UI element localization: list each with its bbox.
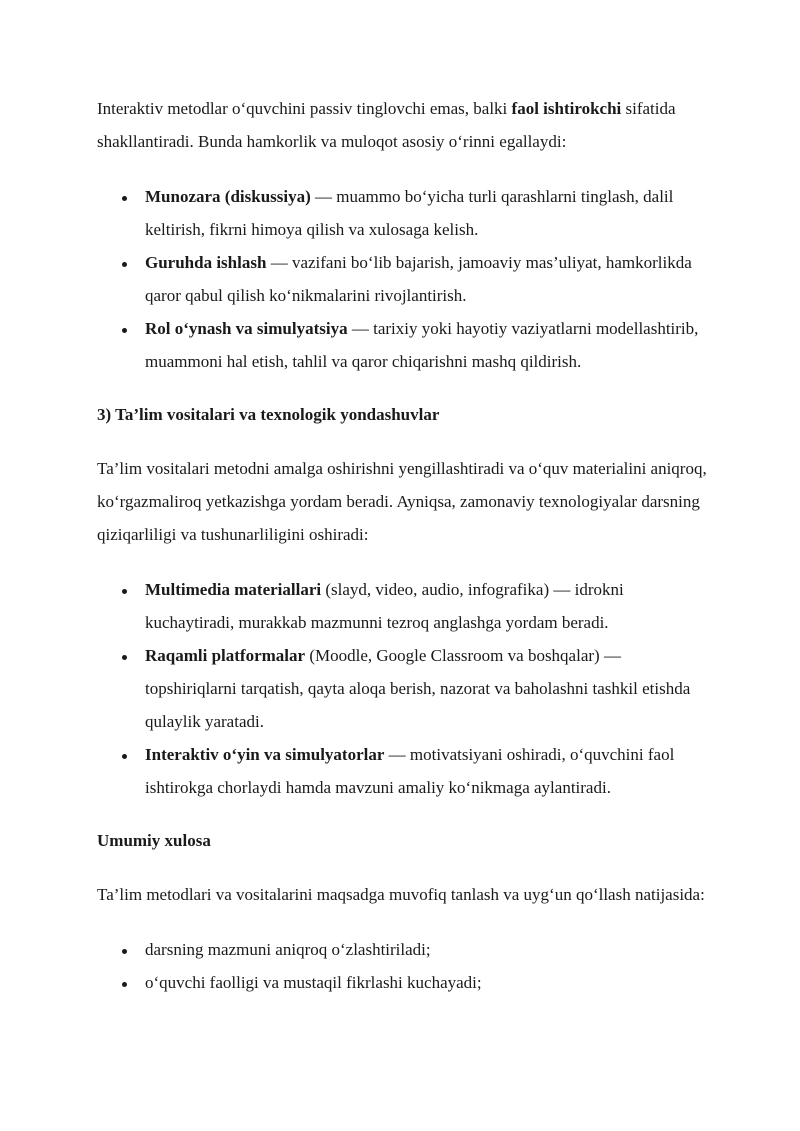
intro-text-after: sifatida shakllantiradi. Bunda hamkorlik va muloqot asosiy o‘rinni egallaydi: bbox=[97, 99, 676, 151]
conclusion-heading: Umumiy xulosa bbox=[97, 831, 211, 850]
list-item bbox=[145, 933, 707, 966]
section-heading: 3) Ta’lim vositalari va texnologik yondashuvlar bbox=[97, 405, 440, 424]
list-item-bold: Rol o‘ynash va simulyatsiya bbox=[145, 319, 348, 338]
list-item bbox=[145, 639, 707, 738]
list-item bbox=[145, 738, 707, 804]
list-item-text: (Moodle, Google Classroom va boshqalar) — topshiriqlarni tarqatish, qayta aloqa berish, nazorat va baholashni tashkil etishda qulaylik yaratadi. bbox=[145, 646, 691, 731]
bullet-icon bbox=[119, 966, 129, 999]
bullet-icon bbox=[119, 738, 129, 771]
bullet-icon bbox=[119, 639, 129, 672]
list-item bbox=[145, 573, 707, 639]
list-item bbox=[145, 312, 707, 378]
intro-paragraph bbox=[97, 92, 707, 158]
list-item bbox=[145, 180, 707, 246]
conclusion-list bbox=[97, 933, 707, 999]
list-item-text: — muammo bo‘yicha turli qarashlarni tinglash, dalil keltirish, fikrni himoya qilish va xulosaga kelish. bbox=[145, 187, 674, 239]
list-item-bold: Interaktiv o‘yin va simulyatorlar bbox=[145, 745, 385, 764]
list-item-text: — vazifani bo‘lib bajarish, jamoaviy mas’uliyat, hamkorlikda qaror qabul qilish ko‘nikmalarini rivojlantirish. bbox=[145, 253, 692, 305]
bullet-icon bbox=[119, 180, 129, 213]
list-item-text: — motivatsiyani oshiradi, o‘quvchini faol ishtirokga chorlaydi hamda mavzuni amaliy ko‘nikmaga aylantiradi. bbox=[145, 745, 675, 797]
list-item-text: — tarixiy yoki hayotiy vaziyatlarni modellashtirib, muammoni hal etish, tahlil va qaror chiqarishni mashq qildirish. bbox=[145, 319, 699, 371]
intro-bold: faol ishtirokchi bbox=[511, 99, 622, 118]
bullet-icon bbox=[119, 573, 129, 606]
list-item-text: (slayd, video, audio, infografika) — idrokni kuchaytiradi, murakkab mazmunni tezroq anglashga yordam beradi. bbox=[145, 580, 624, 632]
bullet-icon bbox=[119, 933, 129, 966]
bullet-icon bbox=[119, 312, 129, 345]
list-item-bold: Multimedia materiallari bbox=[145, 580, 322, 599]
list-item-bold: Raqamli platformalar bbox=[145, 646, 306, 665]
document-page bbox=[97, 92, 707, 1021]
interactive-methods-list bbox=[97, 180, 707, 378]
list-item-bold: Munozara (diskussiya) bbox=[145, 187, 311, 206]
list-item-text: o‘quvchi faolligi va mustaqil fikrlashi kuchayadi; bbox=[145, 973, 482, 992]
bullet-icon bbox=[119, 246, 129, 279]
list-item bbox=[145, 246, 707, 312]
list-item bbox=[145, 966, 707, 999]
tools-list bbox=[97, 573, 707, 804]
conclusion-paragraph: Ta’lim metodlari va vositalarini maqsadga muvofiq tanlash va uyg‘un qo‘llash natijasida: bbox=[97, 885, 705, 904]
list-item-bold: Guruhda ishlash bbox=[145, 253, 267, 272]
section-paragraph: Ta’lim vositalari metodni amalga oshirishni yengillashtiradi va o‘quv materialini aniqroq, ko‘rgazmaliroq yetkazishga yordam beradi. Ayniqsa, zamonaviy texnologiyalar darsning qiziqarliligi va tushunarliligini oshiradi: bbox=[97, 459, 707, 544]
intro-text-before: Interaktiv metodlar o‘quvchini passiv tinglovchi emas, balki bbox=[97, 99, 512, 118]
list-item-text: darsning mazmuni aniqroq o‘zlashtiriladi; bbox=[145, 940, 431, 959]
